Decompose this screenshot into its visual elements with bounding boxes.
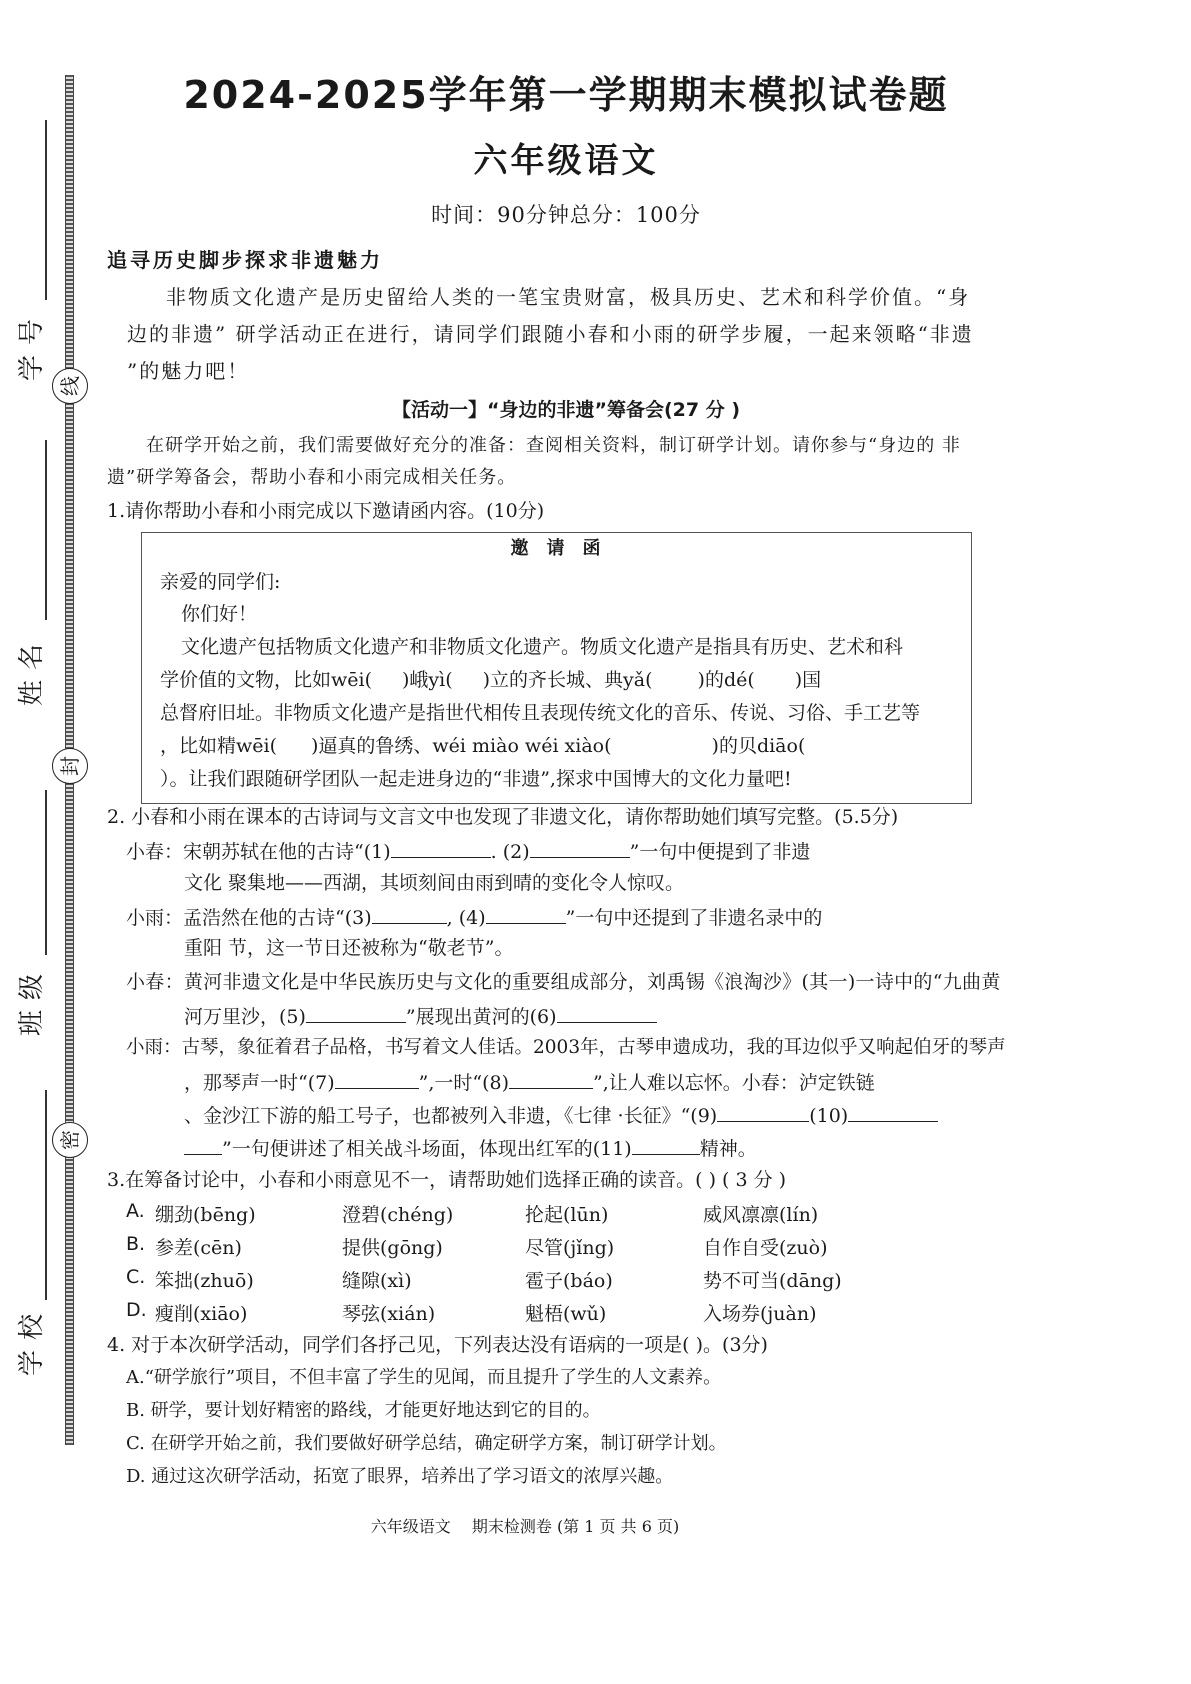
activity-heading: 【活动一】“身边的非遗”筹备会(27 分 ) — [391, 399, 740, 421]
q3-option-item: 魁梧(wǔ) — [525, 1303, 607, 1325]
field-underline — [45, 1090, 47, 1300]
q2-line: 小雨：古琴，象征着君子品格，书写着文人佳话。2003年，古琴申遗成功，我的耳边似乎又响起伯牙的琴声 — [126, 1037, 1006, 1058]
q3-option-item: 笨拙(zhuō) — [155, 1270, 254, 1292]
seal-seal: 封 — [52, 748, 88, 784]
school-label: 学校 — [17, 1304, 47, 1377]
field-underline — [45, 790, 47, 955]
q2-line: 文化 聚集地——西湖，其顷刻间由雨到晴的变化令人惊叹。 — [184, 872, 685, 894]
activity-intro: 遗”研学筹备会，帮助小春和小雨完成相关任务。 — [107, 467, 517, 488]
time-info: 时间：90分钟总分：100分 — [431, 203, 701, 227]
q3-option-item: 提供(gōng) — [342, 1237, 443, 1259]
q3-option-item: 威风凛凛(lín) — [703, 1204, 819, 1226]
page-footer: 六年级语文 期末检测卷 (第 1 页 共 6 页) — [370, 1517, 680, 1536]
q2-line: 小雨：孟浩然在他的古诗“(3) , (4) ”一句中还提到了非遗名录中的 — [126, 903, 822, 931]
pinyin-blank[interactable]: )峨yì( — [402, 669, 453, 691]
letter-hello: 你们好！ — [181, 603, 258, 625]
q3-option-item: 缝隙(xì) — [342, 1270, 412, 1292]
exam-subtitle: 六年级语文 — [473, 141, 659, 181]
q3-stem: 3.在筹备讨论中，小春和小雨意见不一，请帮助她们选择正确的读音。( ) ( 3 分 ) — [107, 1169, 787, 1191]
q1-stem: 1.请你帮助小春和小雨完成以下邀请函内容。(10分) — [107, 500, 545, 522]
answer-blank[interactable] — [557, 1002, 657, 1023]
answer-blank[interactable] — [530, 837, 630, 858]
answer-blank[interactable] — [184, 1134, 222, 1155]
q4-stem: 4. 对于本次研学活动，同学们各抒己见，下列表达没有语病的一项是( )。(3分) — [107, 1334, 768, 1356]
q3-option-item: 雹子(báo) — [525, 1270, 613, 1292]
q3-option-item: 参差(cēn) — [155, 1237, 242, 1259]
q2-stem: 2. 小春和小雨在课本的古诗词与文言文中也发现了非遗文化，请你帮助她们填写完整。(5.5分) — [107, 806, 899, 828]
q3-option-item: 入场券(juàn) — [703, 1303, 817, 1325]
q3-option-item: 琴弦(xián) — [342, 1303, 436, 1325]
section-heading: 追寻历史脚步探求非遗魅力 — [107, 248, 383, 272]
q2-line: 河万里沙，(5) ”展现出黄河的(6) — [184, 1002, 657, 1030]
letter-line: 总督府旧址。非物质文化遗产是指世代相传且表现传统文化的音乐、传说、习俗、手工艺等 — [160, 702, 921, 724]
q3-option-label: A. — [126, 1200, 145, 1222]
answer-blank[interactable] — [306, 1002, 406, 1023]
q3-option-item: 自作自受(zuò) — [703, 1237, 828, 1259]
q3-option-label: B. — [126, 1233, 146, 1255]
q3-option-label: D. — [126, 1299, 147, 1321]
q3-option-item: 势不可当(dāng) — [703, 1270, 842, 1292]
student-id-label: 学号 — [17, 309, 47, 382]
letter-line: ，比如精wēi( )逼真的鲁绣、wéi miào wéi xiào( )的贝diāo( — [160, 735, 806, 757]
answer-blank[interactable] — [335, 1068, 419, 1089]
q2-line: 小春：宋朝苏轼在他的古诗“(1) . (2) ”一句中便提到了非遗 — [126, 837, 810, 865]
name-label: 姓名 — [17, 634, 47, 707]
letter-title: 邀 请 函 — [510, 538, 601, 559]
q2-line: 重阳 节，这一节日还被称为“敬老节”。 — [184, 937, 514, 959]
q4-option-a: A.“研学旅行”项目，不但丰富了学生的见闻，而且提升了学生的人文素养。 — [126, 1367, 722, 1388]
q2-line: 小春：黄河非遗文化是中华民族历史与文化的重要组成部分，刘禹锡《浪淘沙》(其一)一诗中的“九曲黄 — [126, 971, 1001, 993]
class-label: 班级 — [17, 964, 47, 1037]
letter-line: ）。让我们跟随研学团队一起走进身边的“非遗”,探求中国博大的文化力量吧! — [160, 768, 792, 790]
field-underline — [45, 440, 47, 620]
answer-blank[interactable] — [509, 1068, 593, 1089]
q4-option-b: B. 研学，要计划好精密的路线，才能更好地达到它的目的。 — [126, 1400, 601, 1421]
q3-option-item: 尽管(jǐng) — [525, 1237, 615, 1259]
seal-line: 线 — [52, 368, 88, 404]
answer-blank[interactable] — [486, 903, 566, 924]
q3-option-item: 瘦削(xiāo) — [155, 1303, 248, 1325]
q3-option-item: 绷劲(bēng) — [155, 1204, 256, 1226]
intro-line: 非物质文化遗产是历史留给人类的一笔宝贵财富，极具历史、艺术和科学价值。“身 — [166, 285, 971, 309]
q2-line: 、金沙江下游的船工号子，也都被列入非遗，《七律 ·长征》“(9) (10) — [184, 1101, 938, 1129]
letter-greeting: 亲爱的同学们: — [160, 571, 281, 593]
answer-blank[interactable] — [372, 903, 447, 924]
answer-blank[interactable] — [632, 1134, 700, 1155]
q2-line: ，那琴声一时“(7) ”,一时“(8) ”,让人难以忘怀。小春：泸定铁链 — [184, 1068, 875, 1096]
answer-blank[interactable] — [848, 1101, 938, 1122]
q3-option-item: 澄碧(chéng) — [342, 1204, 454, 1226]
q3-option-item: 抡起(lūn) — [525, 1204, 609, 1226]
intro-line: ”的魅力吧！ — [127, 359, 250, 383]
q4-option-d: D. 通过这次研学活动，拓宽了眼界，培养出了学习语文的浓厚兴趣。 — [126, 1466, 674, 1487]
q2-line: ”一句便讲述了相关战斗场面，体现出红军的(11) 精神。 — [184, 1134, 757, 1162]
q3-option-label: C. — [126, 1266, 146, 1288]
letter-line: 学价值的文物，比如wēi( )峨yì( )立的齐长城、典yǎ( )的dé( )国 — [160, 669, 822, 691]
intro-line: 边的非遗” 研学活动正在进行，请同学们跟随小春和小雨的研学步履，一起来领略“非遗 — [127, 322, 974, 346]
answer-blank[interactable] — [717, 1101, 809, 1122]
q4-option-c: C. 在研学开始之前，我们要做好研学总结，确定研学方案，制订研学计划。 — [126, 1433, 727, 1454]
exam-title: 2024-2025学年第一学期期末模拟试卷题 — [183, 73, 949, 117]
activity-intro: 在研学开始之前，我们需要做好充分的准备：查阅相关资料，制订研学计划。请你参与“身边的 非 — [146, 435, 961, 456]
seal-secret: 密 — [52, 1122, 88, 1158]
answer-blank[interactable] — [391, 837, 491, 858]
letter-line: 文化遗产包括物质文化遗产和非物质文化遗产。物质文化遗产是指具有历史、艺术和科 — [181, 636, 904, 658]
